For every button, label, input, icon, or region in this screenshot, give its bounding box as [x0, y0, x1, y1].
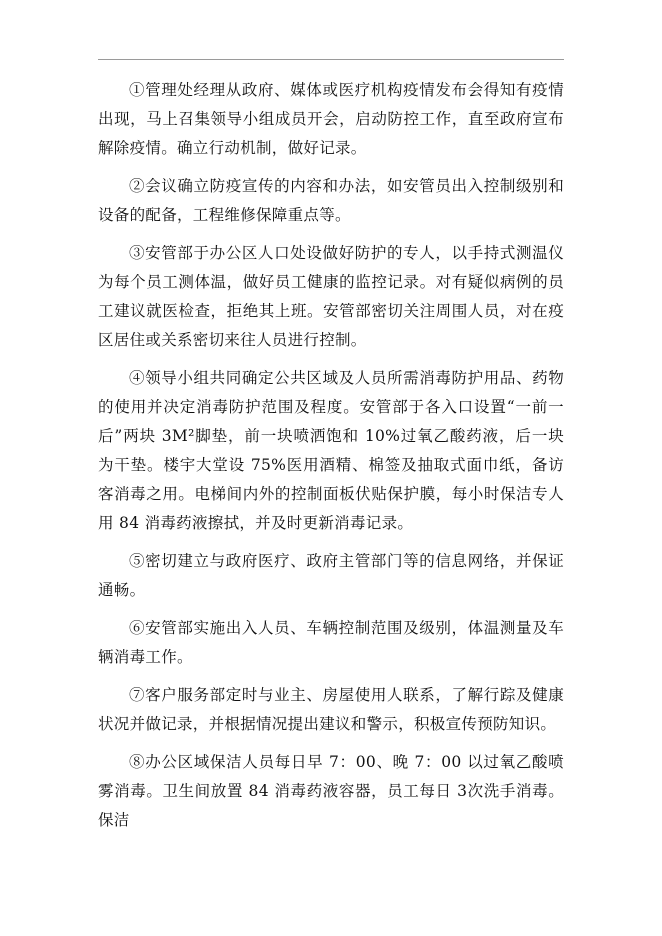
paragraph-6: ⑥安管部实施出入人员、车辆控制范围及级别，体温测量及车辆消毒工作。	[98, 619, 564, 666]
paragraph-1: ①管理处经理从政府、媒体或医疗机构疫情发布会得知有疫情出现，马上召集领导小组成员开会，启动防控工作，直至政府宣布解除疫情。确立行动机制，做好记录。	[98, 81, 564, 157]
paragraph-3: ③安管部于办公区人口处设做好防护的专人，以手持式测温仪为每个员工测体温，做好员工健康的监控记录。对有疑似病例的员工建议就医检查，拒绝其上班。安管部密切关注周围人员，对在疫区居住或关系密切来往人员进行控制。	[98, 244, 564, 349]
document-body	[98, 76, 564, 844]
paragraph-8: ⑧办公区域保洁人员每日早 7：00、晚 7：00 以过氧乙酸喷雾消毒。卫生间放置 84 消毒药液容器，员工每日 3次洗手消毒。保洁	[98, 753, 564, 829]
paragraph-7: ⑦客户服务部定时与业主、房屋使用人联系，了解行踪及健康状况并做记录，并根据情况提出建议和警示，积极宣传预防知识。	[98, 686, 564, 733]
header-rule	[98, 59, 564, 60]
paragraph-2: ②会议确立防疫宣传的内容和办法，如安管员出入控制级别和设备的配备，工程维修保障重点等。	[98, 177, 564, 224]
paragraph-5: ⑤密切建立与政府医疗、政府主管部门等的信息网络，并保证通畅。	[98, 552, 564, 599]
paragraph-4: ④领导小组共同确定公共区域及人员所需消毒防护用品、药物的使用并决定消毒防护范围及程度。安管部于各入口设置“一前一后”两块 3M²脚垫，前一块喷洒饱和 10%过氧乙酸药液，后一块为干垫。楼宇大堂设 75%医用酒精、棉签及抽取式面巾纸，备访客消毒之用。电梯间内外的控制面板伏贴保护膜，每小时保洁专人用 84 消毒药液擦拭，并及时更新消毒记录。	[98, 369, 564, 532]
